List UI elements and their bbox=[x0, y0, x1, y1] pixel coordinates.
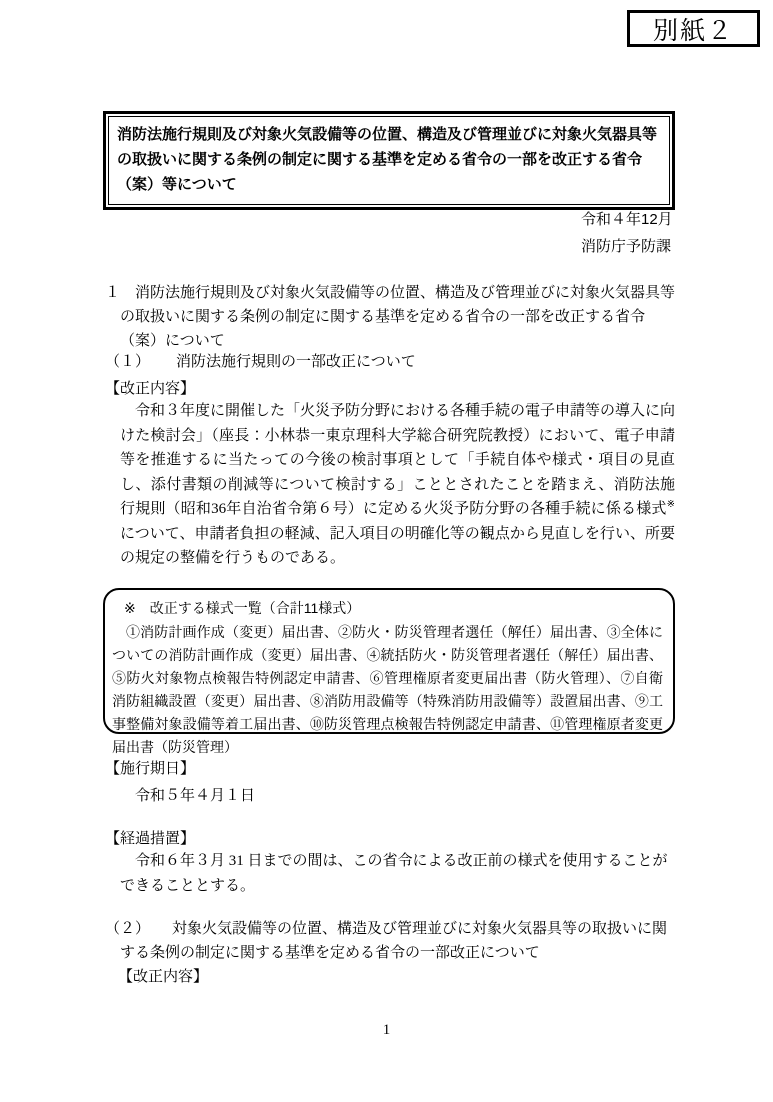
document-title: 消防法施行規則及び対象火気設備等の位置、構造及び管理並びに対象火気器具等の取扱いに関する条例の制定に関する基準を定める省令の一部を改正する省令（案）等について bbox=[108, 116, 670, 205]
reference-mark: ※ bbox=[666, 499, 675, 510]
document-date: 令和４年12月 bbox=[581, 211, 673, 228]
title-box bbox=[103, 111, 675, 210]
page-number: 1 bbox=[382, 1022, 391, 1038]
enforcement-date: 令和５年４月１日 bbox=[135, 788, 256, 804]
sub2-label: （２） bbox=[105, 920, 151, 937]
sub1-label: （１） bbox=[105, 353, 151, 370]
sub2-content-header: 【改正内容】 bbox=[118, 968, 209, 985]
section1-sub2-heading bbox=[105, 917, 675, 965]
form-list-note-box bbox=[103, 588, 675, 756]
sub1-content-header: 【改正内容】 bbox=[105, 380, 196, 397]
attachment-label: 別紙２ bbox=[652, 16, 734, 45]
note-box-items: ①消防計画作成（変更）届出書、②防火・防災管理者選任（解任）届出書、③全体についての消防計画作成（変更）届出書、④統括防火・防災管理者選任（解任）届出書、⑤防火対象物点検報告特例認定申請書、⑥管理権原者変更届出書（防火管理）、⑦自衛消防組織設置（変更）届出書、⑧消防用設備等（特殊消防用設備等）設置届出書、⑨工事整備対象設備等着工届出書、⑩防災管理点検報告特例認定申請書、⑪管理権原者変更届出書（防災管理） bbox=[112, 626, 663, 756]
sub1-body-paragraph bbox=[120, 399, 675, 571]
note-box-heading: ※ 改正する様式一覧（合計11様式） bbox=[124, 600, 361, 616]
section1-heading: １ 消防法施行規則及び対象火気設備等の位置、構造及び管理並びに対象火気器具等の取扱いに関する条例の制定に関する基準を定める省令の一部を改正する省令（案）について bbox=[105, 284, 676, 349]
sub2-title: 対象火気設備等の位置、構造及び管理並びに対象火気器具等の取扱いに関する条例の制定に関する基準を定める省令の一部改正について bbox=[120, 920, 668, 961]
section1-sub1-heading bbox=[105, 350, 416, 374]
transition-body: 令和６年３月 31 日までの間は、この省令による改正前の様式を使用することができることとする。 bbox=[120, 853, 668, 894]
body-text-before-ref: 令和３年度に開催した「火災予防分野における各種手続の電子申請等の導入に向けた検討会」（座長：小林恭一東京理科大学総合研究院教授）において、電子申請等を推進するに当たっての今後の検討事項として「手続自体や様式・項目の見直し、添付書類の削減等について検討する」こととされたことを踏まえ、消防法施行規則（昭和36年自治省令第６号）に定める火災予防分野の各種手続に係る様式 bbox=[120, 403, 676, 517]
date-block bbox=[581, 206, 673, 260]
enforcement-header: 【施行期日】 bbox=[105, 760, 196, 777]
attachment-label-box bbox=[627, 10, 760, 47]
body-text-after-ref: について、申請者負担の軽減、記入項目の明確化等の観点から見直しを行い、所要の規定の整備を行うものである。 bbox=[120, 525, 675, 566]
sub1-title: 消防法施行規則の一部改正について bbox=[176, 353, 416, 370]
transition-header: 【経過措置】 bbox=[105, 830, 196, 847]
document-author: 消防庁予防課 bbox=[581, 238, 672, 255]
